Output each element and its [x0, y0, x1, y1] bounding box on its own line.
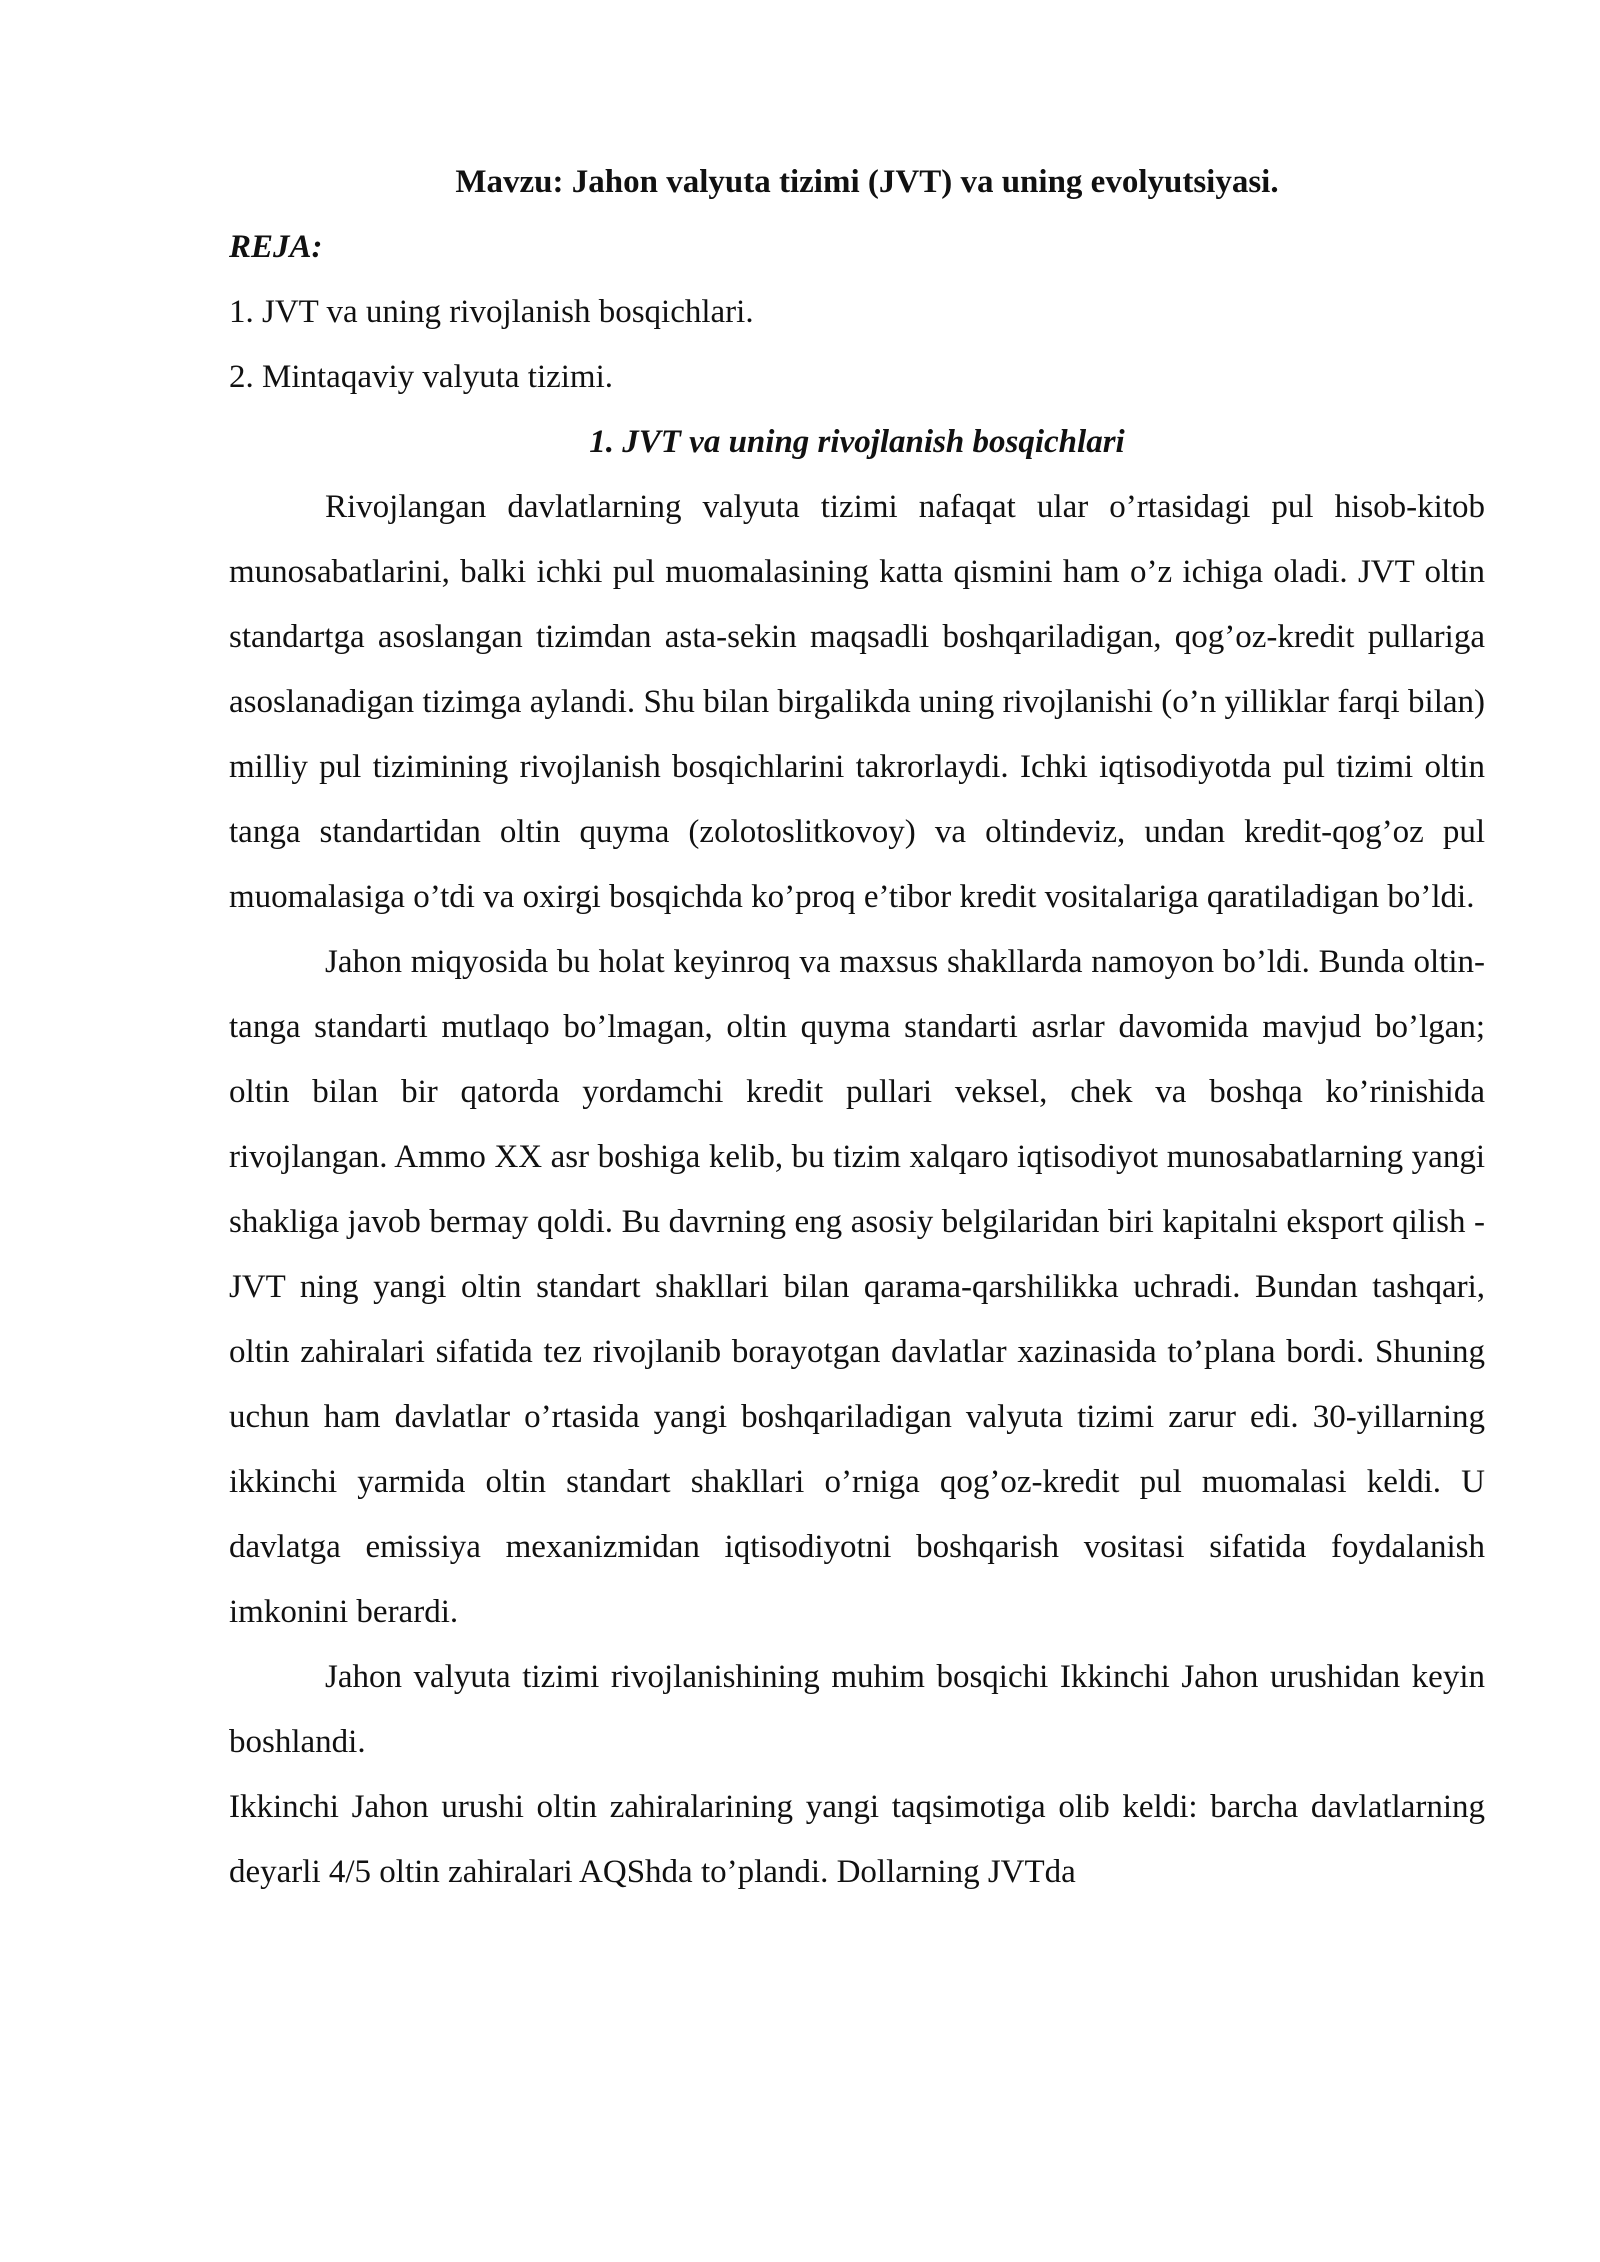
plan-label: REJA:: [229, 229, 323, 265]
paragraph-2: Jahon miqyosida bu holat keyinroq va maxsus shakllarda namoyon bo’ldi. Bunda oltin-tanga standarti mutlaqo bo’lmagan, oltin quyma standarti asrlar davomida mavjud bo’lgan; oltin bilan bir qatorda yordamchi kredit pullari veksel, chek va boshqa ko’rinishida rivojlangan. Ammo XX asr boshiga kelib, bu tizim xalqaro iqtisodiyot munosabatlarning yangi shakliga javob bermay qoldi. Bu davrning eng asosiy belgilaridan biri kapitalni eksport qilish - JVT ning yangi oltin standart shakllari bilan qarama-qarshilikka uchradi. Bundan tashqari, oltin zahiralari sifatida tez rivojlanib borayotgan davlatlar xazinasida to’plana bordi. Shuning uchun ham davlatlar o’rtasida yangi boshqariladigan valyuta tizimi zarur edi. 30-yillarning ikkinchi yarmida oltin standart shakllari o’rniga qog’oz-kredit pul muomalasi keldi. U davlatga emissiya mexanizmidan iqtisodiyotni boshqarish vositasi sifatida foydalanish imkonini berardi.: [229, 944, 1485, 1630]
paragraph-4: Ikkinchi Jahon urushi oltin zahiralarining yangi taqsimotiga olib keldi: barcha davlatlarning deyarli 4/5 oltin zahiralari AQShda to’plandi. Dollarning JVTda: [229, 1789, 1485, 1890]
document-page: [229, 150, 1485, 1905]
section-heading: 1. JVT va uning rivojlanish bosqichlari: [589, 424, 1125, 460]
paragraph-3: Jahon valyuta tizimi rivojlanishining muhim bosqichi Ikkinchi Jahon urushidan keyin boshlandi.: [229, 1659, 1485, 1760]
plan-item-2: 2. Mintaqaviy valyuta tizimi.: [229, 359, 614, 395]
paragraph-1: Rivojlangan davlatlarning valyuta tizimi nafaqat ular o’rtasidagi pul hisob-kitob munosabatlarini, balki ichki pul muomalasining katta qismini ham o’z ichiga oladi. JVT oltin standartga asoslangan tizimdan asta-sekin maqsadli boshqariladigan, qog’oz-kredit pullariga asoslanadigan tizimga aylandi. Shu bilan birgalikda uning rivojlanishi (o’n yilliklar farqi bilan) milliy pul tizimining rivojlanish bosqichlarini takrorlaydi. Ichki iqtisodiyotda pul tizimi oltin tanga standartidan oltin quyma (zolotoslitkovoy) va oltindeviz, undan kredit-qog’oz pul muomalasiga o’tdi va oxirgi bosqichda ko’proq e’tibor kredit vositalariga qaratiladigan bo’ldi.: [229, 489, 1485, 915]
document-title: Mavzu: Jahon valyuta tizimi (JVT) va uning evolyutsiyasi.: [455, 164, 1279, 200]
plan-item-1: 1. JVT va uning rivojlanish bosqichlari.: [229, 294, 754, 330]
